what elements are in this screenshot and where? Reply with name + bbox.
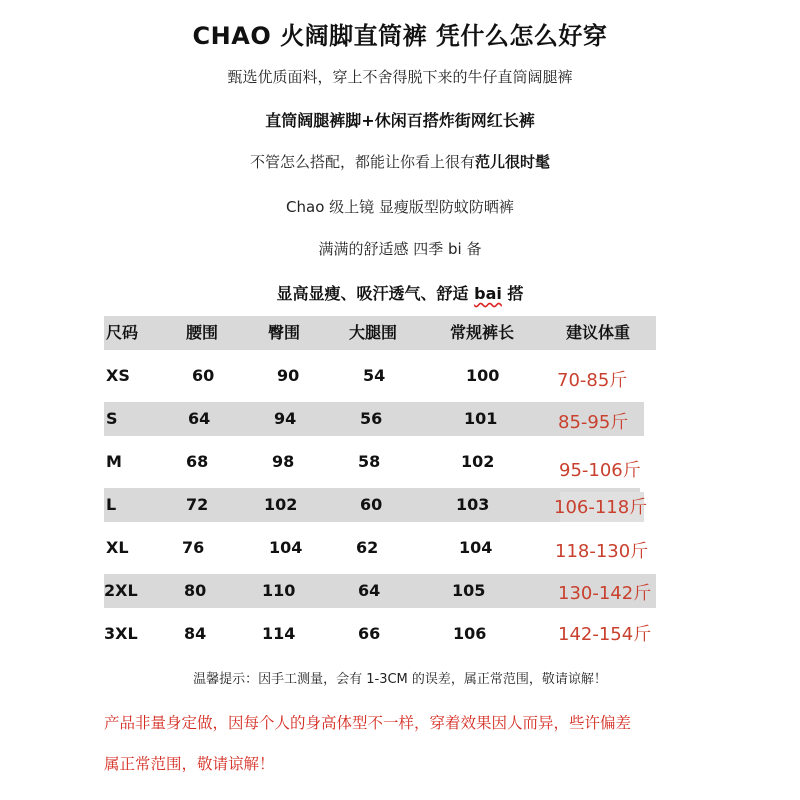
cell-hip: 110 [262,581,296,600]
cell-thigh: 66 [358,624,381,643]
measurement-note: 温馨提示：因手工测量，会有 1-3CM 的误差，属正常范围，敬请谅解！ [193,672,607,687]
intro-line-1: 甄选优质面料，穿上不舍得脱下来的牛仔直筒阔腿裤 [227,68,573,86]
cell-waist: 64 [188,409,211,428]
intro-line-5: 满满的舒适感 四季 bi 备 [318,240,482,258]
weight-label: 95-106斤 [559,460,641,481]
table-header [104,316,656,350]
cell-hip: 104 [269,538,303,557]
page-title: CHAO 火阔脚直筒裤 凭什么怎么好穿 [192,22,608,50]
cell-hip: 114 [262,624,296,643]
intro-line-6-underlined: bai [474,284,502,303]
cell-thigh: 64 [358,581,381,600]
cell-thigh: 62 [356,538,379,557]
intro-line-4: Chao 级上镜 显瘦版型防蚊防晒裤 [286,198,514,216]
cell-length: 105 [452,581,486,600]
cell-hip: 90 [277,366,300,385]
cell-size: 2XL [104,581,138,600]
cell-thigh: 60 [360,495,383,514]
cell-length: 103 [456,495,490,514]
weight-label: 142-154斤 [558,624,652,645]
cell-waist: 68 [186,452,209,471]
cell-hip: 98 [272,452,295,471]
cell-size: M [106,452,122,471]
disclaimer-line-1: 产品非量身定做，因每个人的身高体型不一样，穿着效果因人而异，些许偏差 [104,714,632,732]
cell-hip: 102 [264,495,298,514]
weight-label: 85-95斤 [558,412,629,433]
intro-line-6-tail: 搭 [501,284,524,303]
cell-size: 3XL [104,624,138,643]
cell-hip: 94 [274,409,297,428]
cell-thigh: 54 [363,366,386,385]
cell-thigh: 56 [360,409,383,428]
cell-waist: 60 [192,366,215,385]
cell-length: 101 [464,409,498,428]
header-size: 尺码 [106,323,139,342]
weight-label: 70-85斤 [557,370,628,391]
cell-length: 102 [461,452,495,471]
header-weight: 建议体重 [566,323,631,342]
cell-length: 106 [453,624,487,643]
weight-label: 118-130斤 [555,541,649,562]
cell-waist: 80 [184,581,207,600]
cell-waist: 76 [182,538,205,557]
cell-length: 104 [459,538,493,557]
cell-size: XS [106,366,130,385]
cell-length: 100 [466,366,500,385]
header-thigh: 大腿围 [349,323,398,342]
weight-label: 106-118斤 [554,497,648,518]
cell-size: L [106,495,117,514]
intro-line-3 [0,151,800,172]
intro-line-2: 直筒阔腿裤脚+休闲百搭炸街网红长裤 [265,111,535,130]
intro-line-3-text: 不管怎么搭配，都能让你看上很有 [249,153,475,171]
header-waist: 腰围 [186,323,219,342]
intro-line-6-text: 显高显瘦、吸汗透气、舒适 [276,284,475,303]
intro-line-6 [0,281,800,304]
header-length: 常规裤长 [450,323,515,342]
cell-size: XL [106,538,129,557]
cell-thigh: 58 [358,452,381,471]
cell-size: S [106,409,118,428]
intro-line-3-highlight: 范儿很时髦 [475,153,551,171]
cell-waist: 84 [184,624,207,643]
cell-waist: 72 [186,495,209,514]
weight-label: 130-142斤 [558,583,652,604]
header-hip: 臀围 [268,323,301,342]
disclaimer-line-2: 属正常范围，敬请谅解！ [104,755,275,773]
